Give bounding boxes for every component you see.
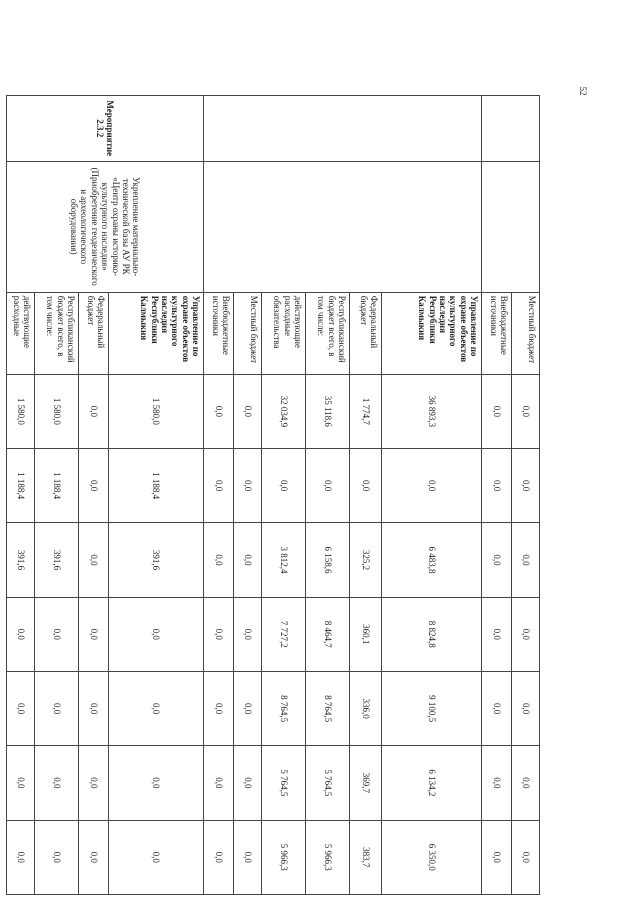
amount-cell: 0,0 xyxy=(482,671,512,745)
amount-cell: 0,0 xyxy=(512,597,540,671)
funding-source-label: Республиканский бюджет всего, в том числе: xyxy=(35,292,79,374)
amount-cell: 1 774,7 xyxy=(350,374,382,448)
amount-cell: 1 188,4 xyxy=(7,449,35,523)
amount-cell: 0,0 xyxy=(79,597,109,671)
amount-cell: 36 893,3 xyxy=(382,374,482,448)
amount-cell: 0,0 xyxy=(234,449,262,523)
amount-cell: 0,0 xyxy=(35,597,79,671)
amount-cell: 5 966,3 xyxy=(306,820,350,894)
amount-cell: 7 727,2 xyxy=(262,597,306,671)
table-row xyxy=(109,96,204,895)
amount-cell: 0,0 xyxy=(204,671,234,745)
amount-cell: 6 134,2 xyxy=(382,746,482,820)
amount-cell: 0,0 xyxy=(35,820,79,894)
amount-cell: 0,0 xyxy=(512,746,540,820)
amount-cell: 6 350,0 xyxy=(382,820,482,894)
amount-cell: 391,6 xyxy=(35,523,79,597)
amount-cell: 0,0 xyxy=(482,374,512,448)
amount-cell: 9 100,5 xyxy=(382,671,482,745)
funding-source-label: Федеральный бюджет xyxy=(350,292,382,374)
amount-cell: 8 824,8 xyxy=(382,597,482,671)
amount-cell: 8 764,5 xyxy=(306,671,350,745)
amount-cell: 5 764,5 xyxy=(262,746,306,820)
amount-cell: 8 764,5 xyxy=(262,671,306,745)
amount-cell: 1 580,0 xyxy=(7,374,35,448)
table-row xyxy=(382,96,482,895)
amount-cell: 0,0 xyxy=(234,374,262,448)
amount-cell: 0,0 xyxy=(512,374,540,448)
funding-source-label: Местный бюджет xyxy=(234,292,262,374)
amount-cell: 0,0 xyxy=(306,449,350,523)
amount-cell: 0,0 xyxy=(350,449,382,523)
amount-cell: 0,0 xyxy=(512,523,540,597)
blank-event-cell xyxy=(482,96,540,162)
amount-cell: 0,0 xyxy=(382,449,482,523)
amount-cell: 0,0 xyxy=(482,449,512,523)
amount-cell: 0,0 xyxy=(234,523,262,597)
amount-cell: 0,0 xyxy=(482,746,512,820)
amount-cell: 0,0 xyxy=(7,746,35,820)
amount-cell: 0,0 xyxy=(204,820,234,894)
amount-cell: 0,0 xyxy=(512,671,540,745)
amount-cell: 0,0 xyxy=(7,820,35,894)
amount-cell: 1 580,0 xyxy=(109,374,204,448)
amount-cell: 0,0 xyxy=(482,820,512,894)
amount-cell: 8 464,7 xyxy=(306,597,350,671)
amount-cell: 0,0 xyxy=(234,671,262,745)
amount-cell: 0,0 xyxy=(109,597,204,671)
table-body xyxy=(7,96,540,895)
amount-cell: 0,0 xyxy=(79,523,109,597)
amount-cell: 1 580,0 xyxy=(35,374,79,448)
funding-source-label: действующие расходные xyxy=(7,292,35,374)
amount-cell: 0,0 xyxy=(35,746,79,820)
funding-source-label: Внебюджетные источники xyxy=(204,292,234,374)
amount-cell: 5 966,3 xyxy=(262,820,306,894)
amount-cell: 5 764,5 xyxy=(306,746,350,820)
amount-cell: 0,0 xyxy=(79,374,109,448)
amount-cell: 0,0 xyxy=(204,746,234,820)
amount-cell: 391,6 xyxy=(109,523,204,597)
budget-table xyxy=(6,95,540,895)
amount-cell: 391,6 xyxy=(7,523,35,597)
amount-cell: 0,0 xyxy=(234,746,262,820)
amount-cell: 0,0 xyxy=(35,671,79,745)
amount-cell: 0,0 xyxy=(7,597,35,671)
amount-cell: 0,0 xyxy=(79,746,109,820)
amount-cell: 0,0 xyxy=(482,523,512,597)
page-number: 52 xyxy=(578,86,588,96)
amount-cell: 1 188,4 xyxy=(35,449,79,523)
amount-cell: 35 118,6 xyxy=(306,374,350,448)
blank-desc-cell xyxy=(204,161,482,292)
funding-source-label: Местный бюджет xyxy=(512,292,540,374)
amount-cell: 0,0 xyxy=(79,671,109,745)
amount-cell: 0,0 xyxy=(109,746,204,820)
amount-cell: 325,2 xyxy=(350,523,382,597)
funding-source-label: Республиканский бюджет всего, в том числе: xyxy=(306,292,350,374)
amount-cell: 6 158,6 xyxy=(306,523,350,597)
funding-source-label: Внебюджетные источники xyxy=(482,292,512,374)
table-row xyxy=(512,96,540,895)
amount-cell: 0,0 xyxy=(204,374,234,448)
amount-cell: 1 188,4 xyxy=(109,449,204,523)
amount-cell: 6 483,8 xyxy=(382,523,482,597)
amount-cell: 0,0 xyxy=(234,820,262,894)
amount-cell: 0,0 xyxy=(204,449,234,523)
budget-table-wrapper xyxy=(11,95,540,895)
amount-cell: 360,1 xyxy=(350,597,382,671)
amount-cell: 0,0 xyxy=(79,820,109,894)
amount-cell: 383,7 xyxy=(350,820,382,894)
amount-cell: 0,0 xyxy=(482,597,512,671)
event-description: Укрепление материально-технической базы АУ РК «Центр охраны историко-культурного наследия» (Приобретение геодезического и археологического оборудования) xyxy=(7,161,204,292)
amount-cell: 369,7 xyxy=(350,746,382,820)
amount-cell: 336,0 xyxy=(350,671,382,745)
amount-cell: 0,0 xyxy=(204,523,234,597)
funding-source-label: Управление по охране объектов культурного наследия Республики Калмыкия xyxy=(109,292,204,374)
blank-desc-cell xyxy=(482,161,540,292)
amount-cell: 0,0 xyxy=(262,449,306,523)
rotated-page xyxy=(11,95,540,895)
amount-cell: 3 812,4 xyxy=(262,523,306,597)
amount-cell: 0,0 xyxy=(234,597,262,671)
amount-cell: 32 034,9 xyxy=(262,374,306,448)
funding-source-label: действующие расходные обязательства xyxy=(262,292,306,374)
blank-event-cell xyxy=(204,96,482,162)
amount-cell: 0,0 xyxy=(204,597,234,671)
amount-cell: 0,0 xyxy=(512,820,540,894)
amount-cell: 0,0 xyxy=(109,820,204,894)
funding-source-label: Управление по охране объектов культурного наследия Республики Калмыкия xyxy=(382,292,482,374)
amount-cell: 0,0 xyxy=(79,449,109,523)
event-code: Мероприятие 2.3.2 xyxy=(7,96,204,162)
amount-cell: 0,0 xyxy=(109,671,204,745)
amount-cell: 0,0 xyxy=(7,671,35,745)
amount-cell: 0,0 xyxy=(512,449,540,523)
funding-source-label: Федеральный бюджет xyxy=(79,292,109,374)
